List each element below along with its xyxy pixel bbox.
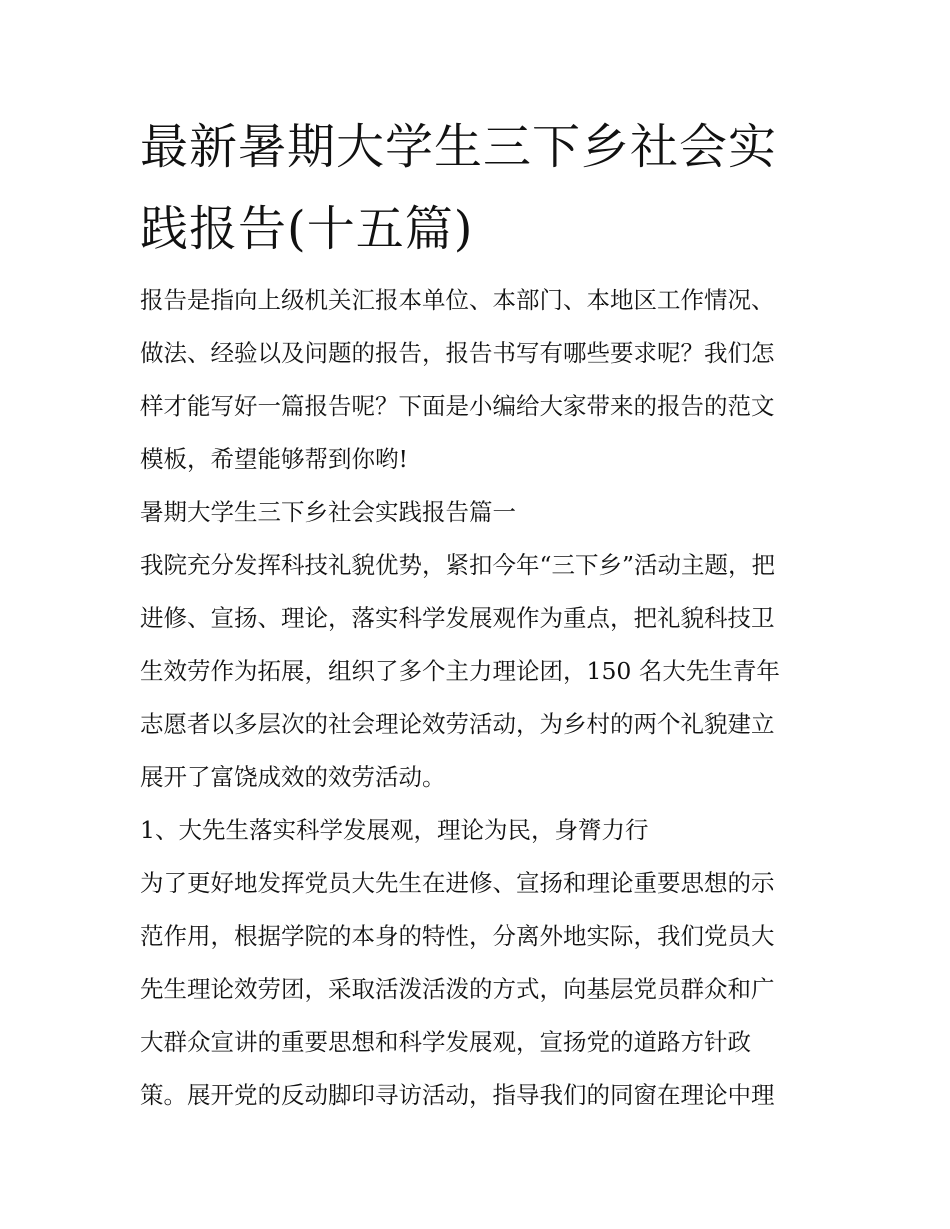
text-line: 进修、宣扬、理论，落实科学发展观作为重点，把礼貌科技卫: [140, 604, 775, 632]
text-line: 志愿者以多层次的社会理论效劳活动，为乡村的两个礼貌建立: [140, 710, 775, 738]
text-line: 先生理论效劳团，采取活泼活泼的方式，向基层党员群众和广: [140, 975, 775, 1003]
text-line: 我院充分发挥科技礼貌优势，紧扣今年“三下乡”活动主题，把: [140, 551, 776, 579]
text-line: 策。展开党的反动脚印寻访活动，指导我们的同窗在理论中理: [140, 1081, 775, 1109]
text-line: 做法、经验以及问题的报告，报告书写有哪些要求呢？我们怎: [140, 339, 775, 367]
text-line: 展开了富饶成效的效劳活动。: [140, 763, 446, 791]
text-line: 为了更好地发挥党员大先生在进修、宣扬和理论重要思想的示: [140, 869, 775, 897]
document-title: [140, 112, 815, 264]
intro-paragraph: [140, 282, 815, 478]
text-line: 报告是指向上级机关汇报本单位、本部门、本地区工作情况、: [140, 286, 775, 314]
document-page: [140, 112, 815, 1114]
title-line: 践报告(十五篇): [140, 201, 474, 257]
subheading: 1、大先生落实科学发展观，理论为民，身膂力行: [140, 816, 649, 844]
text-line: 样才能写好一篇报告呢？下面是小编给大家带来的报告的范文: [140, 392, 775, 420]
body-paragraph-2: [140, 865, 815, 1114]
text-line: 生效劳作为拓展，组织了多个主力理论团，150 名大先生青年: [140, 657, 780, 685]
body-paragraph-1: [140, 547, 815, 796]
text-line: 大群众宣讲的重要思想和科学发展观，宣扬党的道路方针政: [140, 1028, 751, 1056]
text-line: 模板，希望能够帮到你哟!: [140, 445, 408, 473]
title-line: 最新暑期大学生三下乡社会实: [140, 119, 778, 175]
text-line: 范作用，根据学院的本身的特性，分离外地实际，我们党员大: [140, 922, 775, 950]
section-heading: 暑期大学生三下乡社会实践报告篇一: [140, 498, 516, 526]
